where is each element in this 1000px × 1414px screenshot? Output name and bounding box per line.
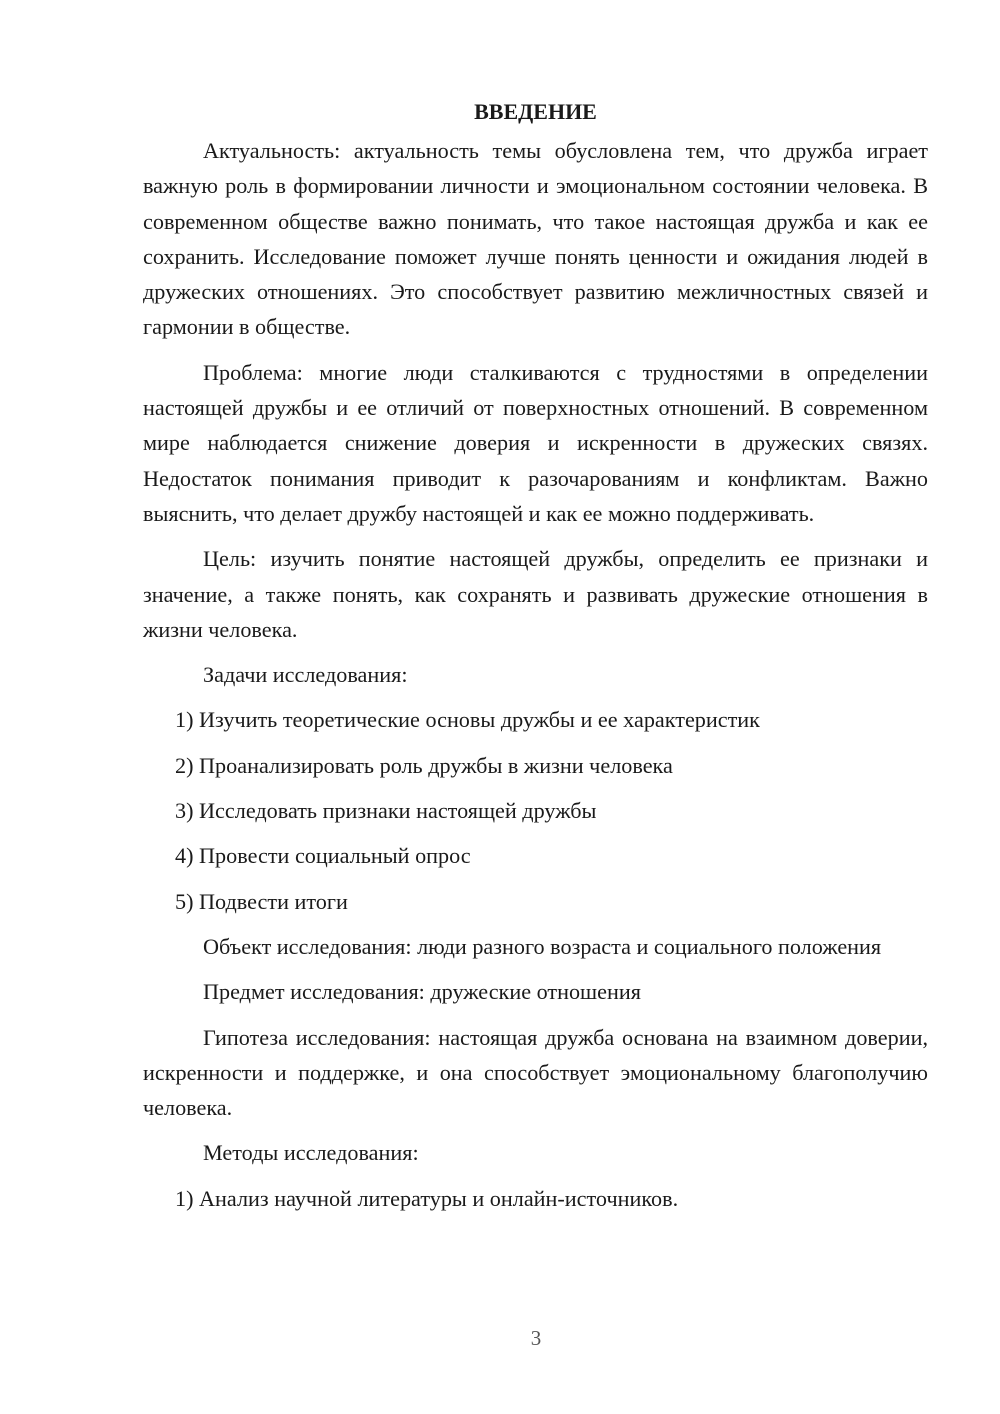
document-title: ВВЕДЕНИЕ [474, 99, 597, 124]
tasks-list [143, 702, 928, 918]
list-item: 1) Анализ научной литературы и онлайн-источников. [175, 1185, 679, 1211]
document-page [143, 92, 928, 1216]
page-number: 3 [530, 1326, 542, 1350]
hypothesis-paragraph: Гипотеза исследования: настоящая дружба основана на взаимном доверии, искренности и поддержке, и она способствует эмоциональному благополучию человека. [143, 1024, 928, 1121]
subject-paragraph: Предмет исследования: дружеские отношения [203, 979, 641, 1005]
list-item: 1) Изучить теоретические основы дружбы и ее характеристик [175, 707, 760, 733]
object-paragraph: Объект исследования: люди разного возраста и социального положения [203, 933, 882, 959]
list-item: 5) Подвести итоги [175, 888, 348, 914]
list-item: 2) Проанализировать роль дружбы в жизни человека [175, 752, 673, 778]
methods-list [143, 1181, 928, 1216]
tasks-heading: Задачи исследования: [203, 662, 408, 688]
relevance-paragraph: Актуальность: актуальность темы обусловлена тем, что дружба играет важную роль в формировании личности и эмоциональном состоянии человека. В современном обществе важно понимать, что такое настоящая дружба и как ее сохранить. Исследование поможет лучше понять ценности и ожидания людей в дружеских отношениях. Это способствует развитию межличностных связей и гармонии в обществе. [143, 138, 928, 340]
list-item: 3) Исследовать признаки настоящей дружбы [175, 798, 597, 824]
methods-heading: Методы исследования: [203, 1140, 419, 1166]
list-item: 4) Провести социальный опрос [175, 843, 471, 869]
problem-paragraph: Проблема: многие люди сталкиваются с трудностями в определении настоящей дружбы и ее отличий от поверхностных отношений. В современном мире наблюдается снижение доверия и искренности в дружеских связях. Недостаток понимания приводит к разочарованиям и конфликтам. Важно выяснить, что делает дружбу настоящей и как ее можно поддерживать. [143, 359, 928, 526]
goal-paragraph: Цель: изучить понятие настоящей дружбы, определить ее признаки и значение, а также понять, как сохранять и развивать дружеские отношения в жизни человека. [143, 546, 928, 642]
